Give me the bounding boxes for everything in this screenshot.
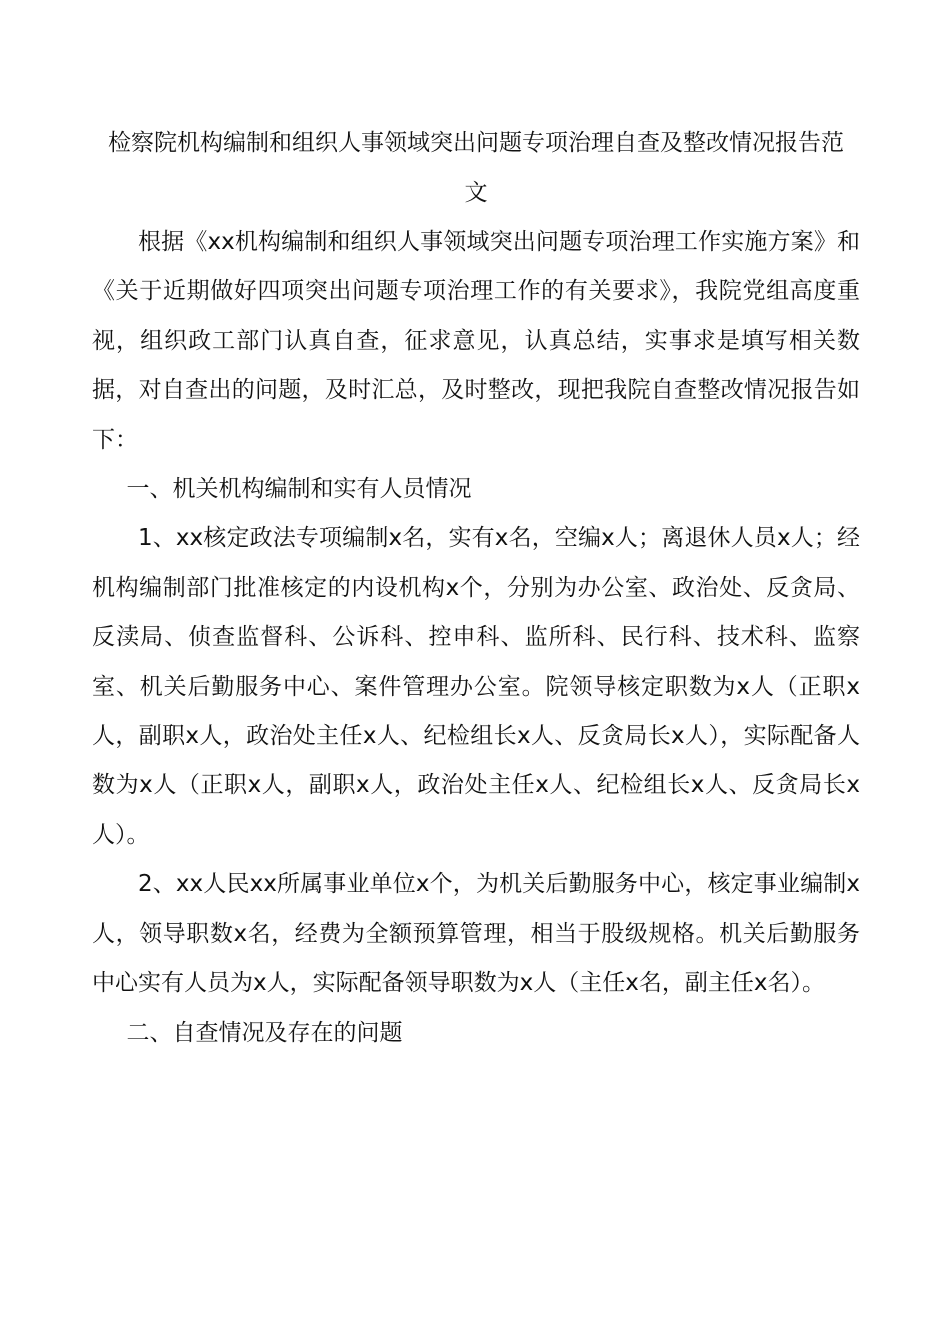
document-page: [92, 118, 860, 1058]
title-line-2: 文: [464, 180, 488, 206]
section-1-heading: 一、机关机构编制和实有人员情况: [126, 476, 472, 503]
section-2-heading: 二、自查情况及存在的问题: [126, 1019, 403, 1046]
document-title: [92, 118, 860, 218]
intro-paragraph: 根据《xx机构编制和组织人事领域突出问题专项治理工作实施方案》和《关于近期做好四项突出问题专项治理工作的有关要求》，我院党组高度重视，组织政工部门认真自查，征求意见，认真总结，实事求是填写相关数据，对自查出的问题，及时汇总，及时整改，现把我院自查整改情况报告如下：: [92, 229, 860, 453]
section-1-paragraph-2: 2、xx人民xx所属事业单位x个，为机关后勤服务中心，核定事业编制x人，领导职数x名，经费为全额预算管理，相当于股级规格。机关后勤服务中心实有人员为x人，实际配备领导职数为x人（主任x名，副主任x名）。: [92, 871, 860, 997]
title-line-1: 检察院机构编制和组织人事领域突出问题专项治理自查及整改情况报告范: [108, 130, 844, 156]
section-1-paragraph-1: 1、xx核定政法专项编制x名，实有x名，空编x人；离退休人员x人；经机构编制部门批准核定的内设机构x个，分别为办公室、政治处、反贪局、反渎局、侦查监督科、公诉科、控申科、监所科、民行科、技术科、监察室、机关后勤服务中心、案件管理办公室。院领导核定职数为x人（正职x人，副职x人，政治处主任x人、纪检组长x人、反贪局长x人），实际配备人数为x人（正职x人，副职x人，政治处主任x人、纪检组长x人、反贪局长x人）。: [92, 525, 860, 848]
